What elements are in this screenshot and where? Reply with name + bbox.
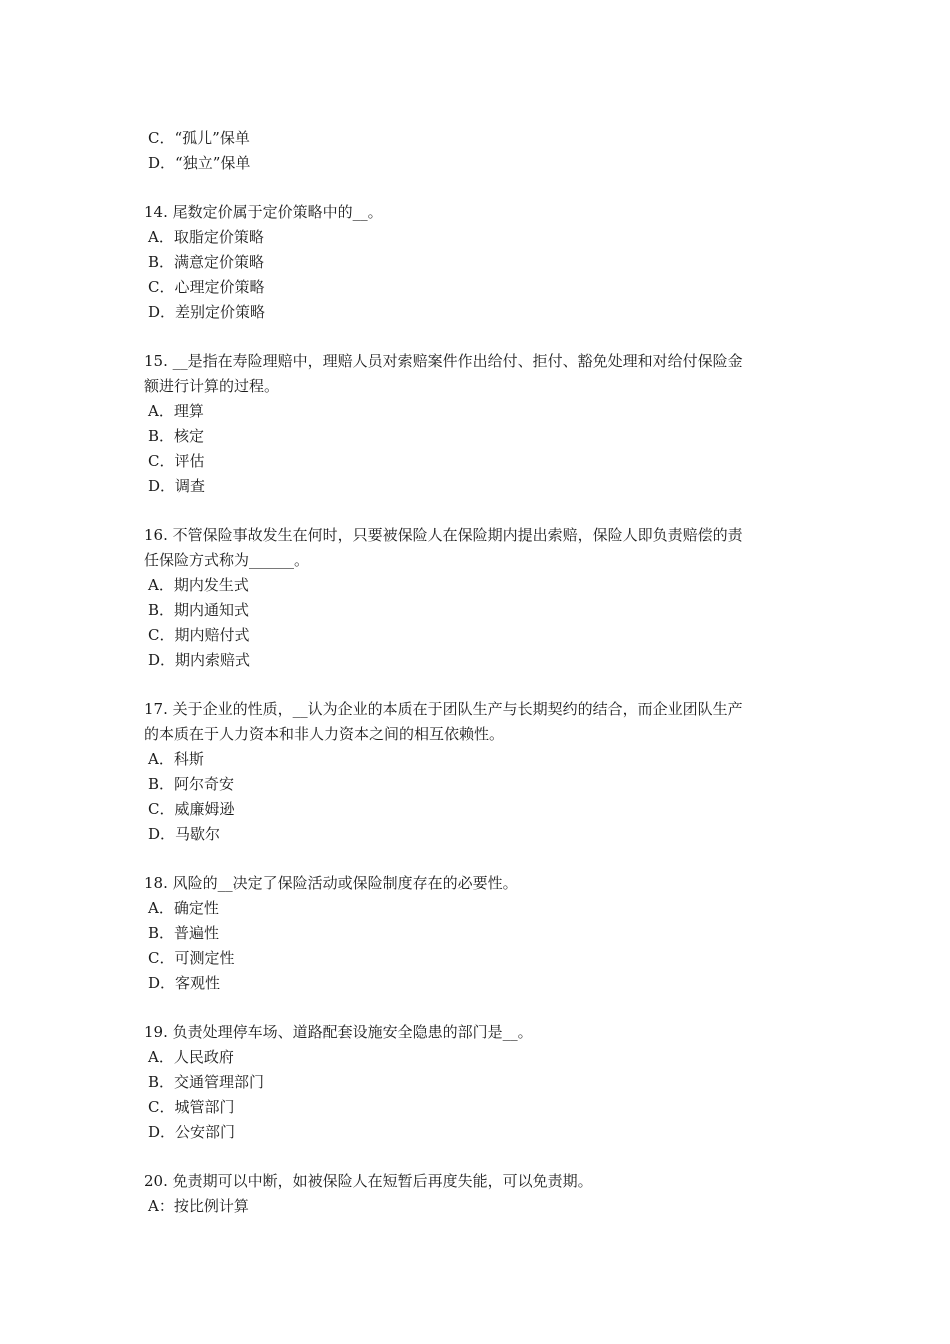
question-stem: 17. 关于企业的性质，__认为企业的本质在于团队生产与长期契约的结合，而企业团队生产 — [144, 700, 743, 718]
option-d: D．“独立”保单 — [148, 154, 251, 172]
question-20 — [144, 1169, 814, 1219]
option-d: D．期内索赔式 — [148, 651, 251, 669]
spacer — [144, 996, 814, 1020]
spacer — [144, 176, 814, 200]
option-b: B．满意定价策略 — [148, 253, 265, 271]
question-stem-continued: 额进行计算的过程。 — [144, 377, 280, 395]
option-c: C．可测定性 — [148, 949, 235, 967]
spacer — [144, 499, 814, 523]
option-a: A：按比例计算 — [148, 1197, 249, 1215]
option-a: A．确定性 — [148, 899, 219, 917]
spacer — [144, 325, 814, 349]
option-c: C．威廉姆逊 — [148, 800, 235, 818]
option-c: C．城管部门 — [148, 1098, 235, 1116]
option-b: B．核定 — [148, 427, 205, 445]
option-c: C．期内赔付式 — [148, 626, 250, 644]
option-a: A．科斯 — [148, 750, 204, 768]
option-a: A．人民政府 — [148, 1048, 234, 1066]
question-18 — [144, 871, 814, 996]
question-stem: 16. 不管保险事故发生在何时，只要被保险人在保险期内提出索赔，保险人即负责赔偿的责 — [144, 526, 743, 544]
option-b: B．期内通知式 — [148, 601, 250, 619]
option-b: B．普遍性 — [148, 924, 220, 942]
question-stem: 20. 免责期可以中断，如被保险人在短暂后再度失能，可以免责期。 — [144, 1172, 593, 1190]
option-c: C．心理定价策略 — [148, 278, 265, 296]
question-stem: 15. __是指在寿险理赔中，理赔人员对索赔案件作出给付、拒付、豁免处理和对给付保险金 — [144, 352, 743, 370]
option-d: D．马歇尔 — [148, 825, 221, 843]
option-d: D．差别定价策略 — [148, 303, 266, 321]
question-15 — [144, 349, 814, 499]
question-list — [144, 126, 814, 1219]
option-b: B．阿尔奇安 — [148, 775, 235, 793]
question-stem: 14. 尾数定价属于定价策略中的__。 — [144, 203, 383, 221]
question-stem: 18. 风险的__决定了保险活动或保险制度存在的必要性。 — [144, 874, 518, 892]
lead-options — [144, 126, 814, 176]
question-stem: 19. 负责处理停车场、道路配套设施安全隐患的部门是__。 — [144, 1023, 533, 1041]
spacer — [144, 673, 814, 697]
question-16 — [144, 523, 814, 673]
option-c: C．“孤儿”保单 — [148, 129, 250, 147]
option-a: A．理算 — [148, 402, 204, 420]
question-17 — [144, 697, 814, 847]
spacer — [144, 847, 814, 871]
question-stem-continued: 的本质在于人力资本和非人力资本之间的相互依赖性。 — [144, 725, 505, 743]
question-19 — [144, 1020, 814, 1145]
option-b: B．交通管理部门 — [148, 1073, 265, 1091]
option-d: D．调查 — [148, 477, 206, 495]
option-d: D．客观性 — [148, 974, 221, 992]
option-a: A．期内发生式 — [148, 576, 249, 594]
option-d: D．公安部门 — [148, 1123, 236, 1141]
question-stem-continued: 任保险方式称为______。 — [144, 551, 310, 569]
spacer — [144, 1145, 814, 1169]
option-c: C．评估 — [148, 452, 205, 470]
question-14 — [144, 200, 814, 325]
option-a: A．取脂定价策略 — [148, 228, 264, 246]
